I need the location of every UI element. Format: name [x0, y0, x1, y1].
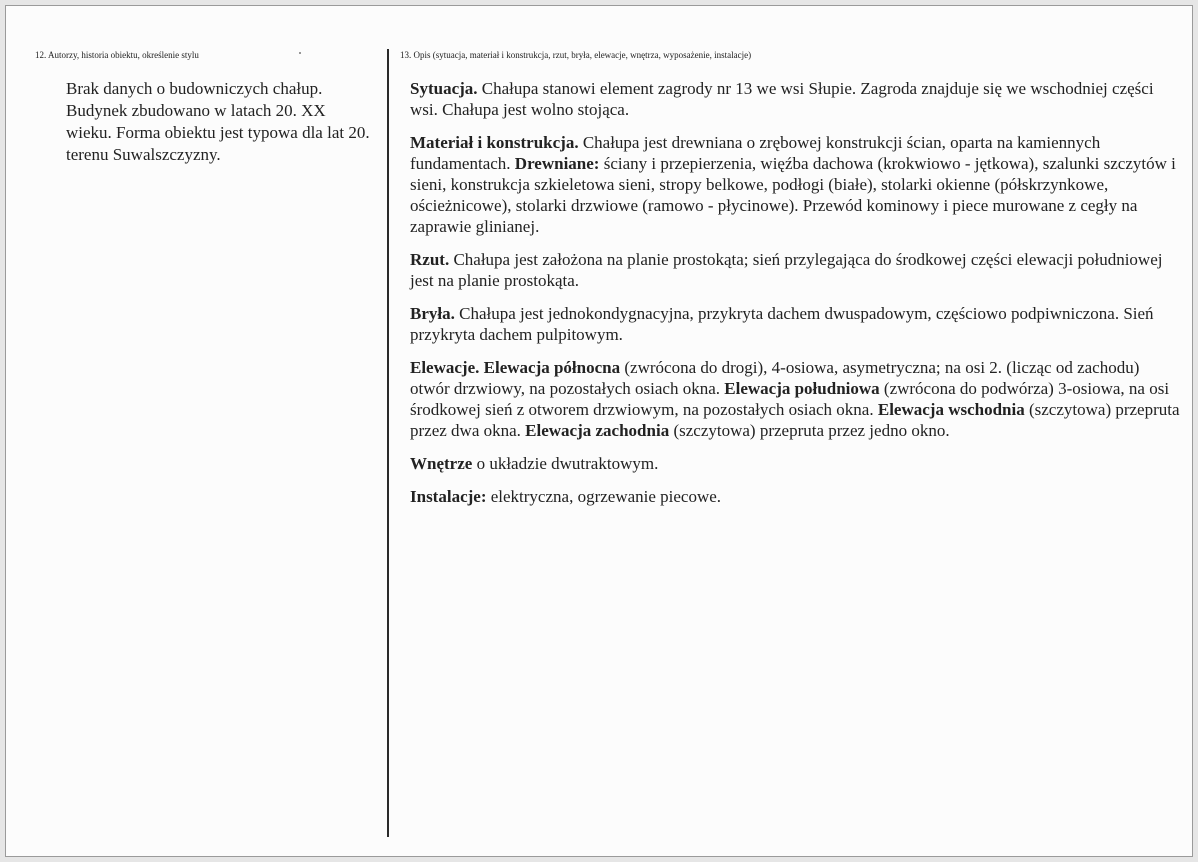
section-bryla — [410, 303, 1180, 345]
document-card — [5, 5, 1193, 857]
section-material — [410, 132, 1180, 237]
label-elewacja-polnocna: Elewacja północna — [479, 358, 621, 377]
label-elewacje: Elewacje. — [410, 358, 480, 377]
section-wnetrze — [410, 453, 1180, 474]
column-divider — [387, 49, 389, 837]
text-instalacje: elektryczna, ogrzewanie piecowe. — [486, 487, 722, 506]
label-wnetrze: Wnętrze — [410, 454, 473, 473]
text-elewacja-polnocna: (zwrócona do drogi), 4-osiowa, asymetryczna; na osi 2. (licząc od zachodu) otwór drzwiowy, na pozostałych osiach okna. — [410, 358, 1140, 398]
label-elewacja-poludniowa: Elewacja południowa — [724, 379, 880, 398]
description-body — [410, 78, 1180, 519]
text-material-2: ściany i przepierzenia, więźba dachowa (krokwiowo - jętkowa), szalunki szczytów i sieni, konstrukcja szkieletowa sieni, stropy belkowe, podłogi (białe), stolarki okienne (półskrzynkowe, ościeżnicowe), stolarki drzwiowe (ramowo - płycinowe). Przewód kominowy i piece murowane z cegły na zaprawie glinianej. — [410, 154, 1176, 236]
section-elewacje — [410, 357, 1180, 441]
section-instalacje — [410, 486, 1180, 507]
text-elewacja-zachodnia: (szczytowa) przepruta przez jedno okno. — [669, 421, 950, 440]
text-elewacja-poludniowa: (zwrócona do podwórza) 3-osiowa, na osi środkowej sień z otworem drzwiowym, na pozostałych osiach okna. — [410, 379, 1170, 419]
text-rzut: Chałupa jest założona na planie prostokąta; sień przylegająca do środkowej części elewacji południowej jest na planie prostokąta. — [410, 250, 1163, 290]
authors-history-text: Brak danych o budowniczych chałup. Budynek zbudowano w latach 20. XX wieku. Forma obiektu jest typowa dla lat 20. terenu Suwalszczyzny. — [66, 79, 370, 164]
text-wnetrze: o układzie dwutraktowym. — [472, 454, 659, 473]
label-rzut: Rzut. — [410, 250, 450, 269]
label-instalacje: Instalacje: — [410, 487, 487, 506]
text-material-1: Chałupa jest drewniana o zrębowej konstrukcji ścian, oparta na kamiennych fundamentach. — [410, 133, 1101, 173]
label-elewacja-zachodnia: Elewacja zachodnia — [525, 421, 670, 440]
label-elewacja-wschodnia: Elewacja wschodnia — [877, 400, 1025, 419]
label-material: Materiał i konstrukcja. — [410, 133, 579, 152]
left-column-header: 12. Autorzy, historia obiektu, określenie stylu — [35, 50, 199, 60]
text-bryla: Chałupa jest jednokondygnacyjna, przykryta dachem dwuspadowym, częściowo podpiwniczona. Sień przykryta dachem pulpitowym. — [410, 304, 1154, 344]
label-drewniane: Drewniane: — [514, 154, 600, 173]
section-rzut — [410, 249, 1180, 291]
text-sytuacja: Chałupa stanowi element zagrody nr 13 we wsi Słupie. Zagroda znajduje się we wschodniej części wsi. Chałupa jest wolno stojąca. — [410, 79, 1154, 119]
stray-dot — [299, 52, 301, 54]
label-bryla: Bryła. — [410, 304, 455, 323]
text-elewacja-wschodnia: (szczytowa) przepruta przez dwa okna. — [410, 400, 1180, 440]
right-column-header: 13. Opis (sytuacja, materiał i konstrukcja, rzut, bryła, elewacje, wnętrza, wyposażenie, instalacje) — [400, 50, 752, 60]
section-sytuacja — [410, 78, 1180, 120]
label-sytuacja: Sytuacja. — [410, 79, 478, 98]
